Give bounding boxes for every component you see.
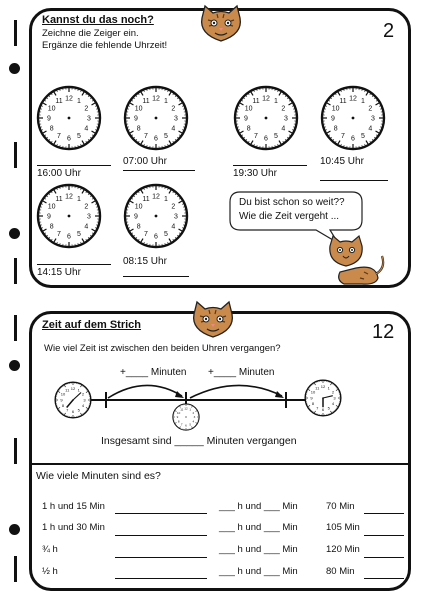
binder-tick <box>14 315 17 341</box>
clock-numeral: 4 <box>84 223 89 231</box>
answer-line[interactable] <box>364 578 404 579</box>
answer-line[interactable] <box>115 578 207 579</box>
clock-numeral: 5 <box>327 405 330 411</box>
answer-line[interactable] <box>233 165 307 166</box>
cat-head-icon <box>198 4 244 44</box>
clock-numeral: 12 <box>349 95 357 103</box>
card-1-title: Kannst du das noch? <box>42 14 154 26</box>
clock-numeral: 5 <box>361 132 365 140</box>
clock-numeral: 10 <box>244 105 253 113</box>
clock-numeral: 11 <box>55 196 63 204</box>
clock-numeral: 2 <box>192 410 195 415</box>
clock-numeral: 5 <box>77 132 81 140</box>
clock-numeral: 1 <box>77 387 80 393</box>
answer-line[interactable] <box>364 535 404 536</box>
answer-line[interactable] <box>37 165 111 166</box>
clock-numeral: 3 <box>371 115 375 123</box>
card-1-instruction-1: Zeichne die Zeiger ein. <box>42 28 139 39</box>
answer-line[interactable] <box>123 170 195 171</box>
clock-numeral: 2 <box>81 391 85 397</box>
clock-numeral: 12 <box>70 385 76 391</box>
clock-numeral: 12 <box>320 383 326 389</box>
cat-icon <box>326 234 388 286</box>
speech-line-1: Du bist schon so weit?? <box>239 197 345 208</box>
clock-numeral: 10 <box>310 389 316 395</box>
clock-center <box>155 117 158 120</box>
clock-numeral: 6 <box>264 135 268 143</box>
card-2-question: Wie viel Zeit ist zwischen den beiden Uhren vergangen? <box>44 343 281 354</box>
clock-numeral: 11 <box>252 98 260 106</box>
clock-numeral: 4 <box>368 125 373 133</box>
row-middle: ___ h und ___ Min <box>219 566 298 577</box>
clock-numeral: 6 <box>71 408 75 414</box>
clock-numeral: 11 <box>142 98 150 106</box>
clock-numeral: 4 <box>331 401 335 407</box>
clock-numeral: 6 <box>154 233 158 241</box>
clock-center <box>265 117 268 120</box>
clock-numeral: 9 <box>134 213 138 221</box>
clock-numeral: 1 <box>164 98 168 106</box>
clock-numeral: 8 <box>177 419 180 424</box>
clock-face-icon <box>36 183 102 249</box>
answer-line[interactable] <box>364 557 404 558</box>
clock-face-icon <box>320 85 386 151</box>
clock-label: 08:15 Uhr <box>123 256 167 267</box>
binder-tick <box>14 258 17 284</box>
clock-numeral: 4 <box>281 125 286 133</box>
clock-numeral: 4 <box>192 419 195 424</box>
middle-clock-icon <box>172 403 200 431</box>
row-left: 1 h und 30 Min <box>42 522 105 533</box>
clock-numeral: 9 <box>310 395 313 401</box>
clock-numeral: 3 <box>284 115 288 123</box>
arrow-label-2: +____ Minuten <box>208 367 275 378</box>
clock-numeral: 9 <box>134 115 138 123</box>
clock-numeral: 7 <box>180 422 183 427</box>
clock-numeral: 8 <box>61 403 65 409</box>
clock-center <box>68 215 71 218</box>
clock-numeral: 7 <box>144 230 148 238</box>
clock-numeral: 2 <box>171 105 176 113</box>
clock-numeral: 4 <box>84 125 89 133</box>
row-middle: ___ h und ___ Min <box>219 501 298 512</box>
card-2-page-number: 12 <box>372 321 395 343</box>
section-divider <box>30 463 410 465</box>
clock-center <box>155 215 158 218</box>
clock-numeral: 3 <box>333 395 336 401</box>
cat-head-icon <box>190 300 236 340</box>
clock-numeral: 12 <box>65 95 73 103</box>
clock-center <box>68 117 71 120</box>
clock-numeral: 1 <box>77 196 81 204</box>
row-left: ½ h <box>42 566 58 577</box>
clock-numeral: 3 <box>193 415 196 420</box>
clock-numeral: 1 <box>361 98 365 106</box>
clock-numeral: 1 <box>327 385 330 391</box>
clock-numeral: 9 <box>47 213 51 221</box>
clock-numeral: 1 <box>189 407 192 412</box>
clock-numeral: 5 <box>77 230 81 238</box>
row-right: 105 Min <box>326 522 360 533</box>
clock-center <box>185 416 186 417</box>
clock-numeral: 2 <box>368 105 373 113</box>
clock-numeral: 2 <box>331 389 335 395</box>
answer-line[interactable] <box>320 180 388 181</box>
clock-numeral: 2 <box>84 105 89 113</box>
row-right: 120 Min <box>326 544 360 555</box>
binder-tick <box>14 20 17 46</box>
clock-numeral: 9 <box>176 415 179 420</box>
clock-numeral: 12 <box>184 406 188 411</box>
clock-numeral: 7 <box>57 132 61 140</box>
clock-numeral: 3 <box>174 115 178 123</box>
clock-numeral: 2 <box>171 203 176 211</box>
clock-numeral: 11 <box>180 407 184 412</box>
clock-numeral: 6 <box>67 233 71 241</box>
clock-numeral: 1 <box>164 196 168 204</box>
clock-numeral: 6 <box>67 135 71 143</box>
clock-numeral: 8 <box>246 125 251 133</box>
clock-numeral: 12 <box>65 193 73 201</box>
clock-numeral: 7 <box>66 407 69 413</box>
answer-line[interactable] <box>37 264 111 265</box>
clock-numeral: 4 <box>81 403 85 409</box>
clock-numeral: 6 <box>351 135 355 143</box>
binder-tick <box>14 142 17 168</box>
clock-numeral: 9 <box>60 397 63 403</box>
clock-face-icon <box>123 183 189 249</box>
binder-tick <box>14 556 17 582</box>
card-1-instruction-2: Ergänze die fehlende Uhrzeit! <box>42 40 168 51</box>
binder-hole <box>9 228 20 239</box>
clock-numeral: 4 <box>171 223 176 231</box>
answer-line[interactable] <box>115 535 207 536</box>
clock-numeral: 8 <box>49 125 54 133</box>
clock-numeral: 10 <box>134 203 143 211</box>
clock-numeral: 5 <box>274 132 278 140</box>
clock-numeral: 8 <box>333 125 338 133</box>
clock-numeral: 3 <box>83 397 86 403</box>
clock-numeral: 2 <box>281 105 286 113</box>
clock-numeral: 10 <box>134 105 143 113</box>
answer-line[interactable] <box>123 276 189 277</box>
clock-label: 07:00 Uhr <box>123 156 167 167</box>
clock-numeral: 11 <box>315 385 320 391</box>
clock-numeral: 10 <box>47 105 56 113</box>
answer-line[interactable] <box>115 557 207 558</box>
clock-label: 19:30 Uhr <box>233 168 277 179</box>
summary-text: Insgesamt sind _____ Minuten vergangen <box>101 435 297 447</box>
clock-numeral: 3 <box>87 213 91 221</box>
clock-numeral: 9 <box>244 115 248 123</box>
clock-numeral: 5 <box>164 230 168 238</box>
clock-center <box>352 117 355 120</box>
binder-hole <box>9 360 20 371</box>
row-left: 1 h und 15 Min <box>42 501 105 512</box>
row-middle: ___ h und ___ Min <box>219 522 298 533</box>
binder-hole <box>9 524 20 535</box>
clock-numeral: 9 <box>331 115 335 123</box>
start-clock-icon <box>54 381 92 419</box>
clock-numeral: 12 <box>152 95 160 103</box>
clock-numeral: 8 <box>136 125 141 133</box>
clock-numeral: 10 <box>177 410 181 415</box>
clock-numeral: 11 <box>55 98 63 106</box>
clock-numeral: 9 <box>47 115 51 123</box>
clock-numeral: 8 <box>136 223 141 231</box>
speech-line-2: Wie die Zeit vergeht ... <box>239 211 340 222</box>
clock-numeral: 2 <box>84 203 89 211</box>
clock-numeral: 7 <box>144 132 148 140</box>
clock-label: 10:45 Uhr <box>320 156 364 167</box>
clock-face-icon <box>36 85 102 151</box>
clock-label: 16:00 Uhr <box>37 168 81 179</box>
clock-numeral: 1 <box>77 98 81 106</box>
arrow-label-1: +____ Minuten <box>120 367 187 378</box>
clock-numeral: 7 <box>254 132 258 140</box>
clock-numeral: 8 <box>49 223 54 231</box>
binder-tick <box>14 438 17 464</box>
binder-hole <box>9 63 20 74</box>
answer-line[interactable] <box>364 513 404 514</box>
clock-face-icon <box>233 85 299 151</box>
clock-numeral: 5 <box>164 132 168 140</box>
clock-numeral: 10 <box>47 203 56 211</box>
row-right: 70 Min <box>326 501 355 512</box>
clock-numeral: 6 <box>154 135 158 143</box>
clock-numeral: 5 <box>189 422 192 427</box>
clock-numeral: 10 <box>331 105 340 113</box>
clock-numeral: 12 <box>152 193 160 201</box>
clock-numeral: 6 <box>321 406 325 412</box>
card-2-title: Zeit auf dem Strich <box>42 319 142 331</box>
row-right: 80 Min <box>326 566 355 577</box>
clock-numeral: 4 <box>171 125 176 133</box>
answer-line[interactable] <box>115 513 207 514</box>
clock-numeral: 5 <box>77 407 80 413</box>
row-middle: ___ h und ___ Min <box>219 544 298 555</box>
clock-numeral: 11 <box>339 98 347 106</box>
clock-label: 14:15 Uhr <box>37 267 81 278</box>
clock-numeral: 11 <box>142 196 150 204</box>
clock-numeral: 7 <box>316 405 319 411</box>
clock-numeral: 3 <box>87 115 91 123</box>
clock-numeral: 7 <box>341 132 345 140</box>
clock-numeral: 1 <box>274 98 278 106</box>
clock-numeral: 11 <box>65 387 70 393</box>
clock-numeral: 12 <box>262 95 270 103</box>
section-title: Wie viele Minuten sind es? <box>36 470 161 482</box>
clock-face-icon <box>123 85 189 151</box>
card-1-page-number: 2 <box>383 20 395 42</box>
clock-numeral: 7 <box>57 230 61 238</box>
clock-numeral: 6 <box>185 423 187 428</box>
clock-numeral: 8 <box>311 401 315 407</box>
row-left: ¾ h <box>42 544 58 555</box>
end-clock-icon <box>304 379 342 417</box>
clock-numeral: 10 <box>60 391 66 397</box>
clock-numeral: 3 <box>174 213 178 221</box>
